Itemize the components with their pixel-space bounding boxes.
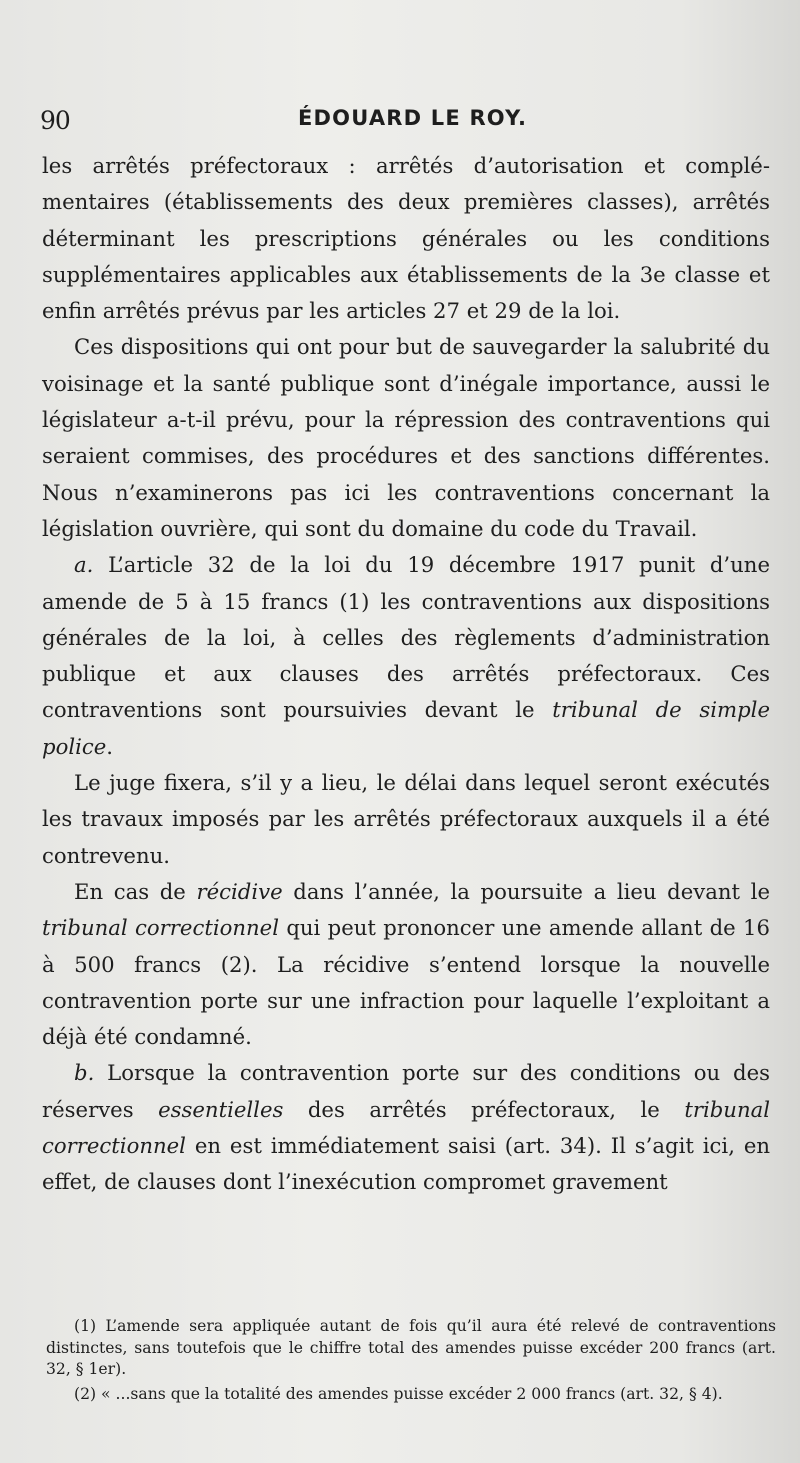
emphasis-essentielles: essentielles — [158, 1096, 284, 1122]
paragraph-4: Le juge fixera, s’il y a lieu, le délai dans lequel seront exécutés les travaux imposés par les arrêtés préfectoraux auxquels il a été contrevenu. — [42, 770, 770, 868]
paragraph-6-text-a: Lorsque la contravention porte sur des conditions ou des réserves — [42, 1060, 770, 1122]
page-header — [0, 106, 800, 142]
paragraph-3-text-b: . — [106, 733, 114, 759]
emphasis-recidive: récidive — [196, 878, 283, 904]
paragraph-6-text-b: des arrêtés préfectoraux, le — [283, 1096, 685, 1122]
paragraph-5 — [42, 874, 770, 1055]
paragraph-3-text-a: L’article 32 de la loi du 19 décembre 1917 punit d’une amende de 5 à 15 francs (1) les contraventions aux dispositions générales de la loi, à celles des règlements d’administration publique et aux clauses des arrêtés préfectoraux. Ces contraventions sont poursuivies devant le — [42, 552, 770, 723]
paragraph-6-text-c: en est immédiatement saisi (art. 34). Il s’agit ici, en effet, de clauses dont l’inexécution compromet gravement — [42, 1133, 770, 1195]
footnotes — [46, 1316, 776, 1405]
paragraph-5-text-b: dans l’année, la poursuite a lieu devant le — [282, 878, 770, 904]
section-marker-b: b. — [74, 1060, 95, 1086]
paragraph-3 — [42, 547, 770, 765]
emphasis-tribunal-correctionnel-2: tribunal correctionnel — [42, 1096, 771, 1159]
emphasis-tribunal-correctionnel: tribunal correctionnel — [42, 915, 279, 941]
paragraph-1: les arrêtés préfectoraux : arrêtés d’autorisation et complémentaires (établissements des deux premières classes), arrêtés déterminant les prescriptions générales ou les conditions supplémentaires applicables aux établissements de la 3e classe et enfin arrêtés prévus par les articles 27 et 29 de la loi. — [42, 153, 770, 324]
paragraph-6 — [42, 1055, 770, 1200]
paragraph-2: Ces dispositions qui ont pour but de sauvegarder la salubrité du voisinage et la santé publique sont d’inégale importance, aussi le législateur a-t-il prévu, pour la répression des contraventions qui seraient commises, des procédures et des sanctions différentes. Nous n’examinerons pas ici les contraventions concernant la législation ouvrière, qui sont du domaine du code du Travail. — [42, 334, 770, 541]
footnote-1: (1) L’amende sera appliquée autant de fois qu’il aura été relevé de contraventions distinctes, sans toutefois que le chiffre total des amendes puisse excéder 200 francs (art. 32, § 1er). — [46, 1317, 776, 1378]
emphasis-tribunal-simple-police: tribunal de simple police — [42, 697, 770, 759]
footnote-2: (2) « ...sans que la totalité des amendes puisse excéder 2 000 francs (art. 32, § 4). — [74, 1384, 723, 1403]
section-marker-a: a. — [74, 552, 94, 578]
running-head: ÉDOUARD LE ROY. — [298, 106, 528, 130]
paragraph-5-text-a: En cas de — [74, 878, 197, 904]
body-text — [42, 148, 770, 1201]
paragraph-5-text-c: qui peut prononcer une amende allant de 16 à 500 francs (2). La récidive s’entend lorsque la nouvelle contravention porte sur une infraction pour laquelle l’exploitant a déjà été condamné. — [42, 915, 771, 1050]
page-number: 90 — [40, 106, 70, 135]
